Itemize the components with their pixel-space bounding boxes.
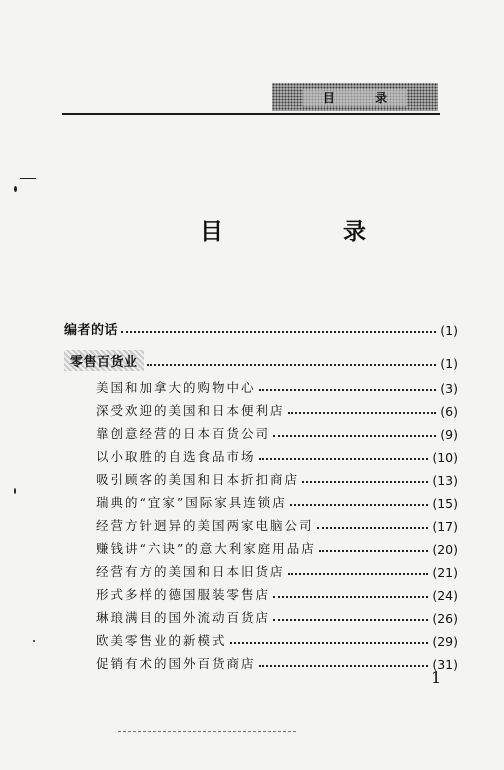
- toc-entry[interactable]: [96, 420, 458, 442]
- page-number: 1: [431, 668, 442, 687]
- toc-entry-page: (21): [432, 565, 458, 580]
- toc-entry-title: 琳琅满目的国外流动百货店: [96, 610, 271, 625]
- toc-entry[interactable]: [96, 558, 458, 580]
- toc-entry-page: (20): [432, 542, 458, 557]
- toc-entry-page: (1): [440, 323, 458, 338]
- toc-entry[interactable]: [96, 489, 458, 511]
- dot-leader: [290, 504, 429, 506]
- toc-entry[interactable]: [96, 512, 458, 534]
- toc-entry-title: 深受欢迎的美国和日本便利店: [96, 403, 285, 418]
- toc-entry-page: (26): [432, 611, 458, 626]
- dot-leader: [259, 665, 429, 667]
- toc-entry-page: (3): [440, 381, 458, 396]
- dot-leader: [273, 435, 436, 437]
- dot-leader: [147, 364, 437, 366]
- dot-leader: [273, 619, 428, 621]
- toc-entry-title: 零售百货业: [64, 350, 144, 371]
- page-title: 目 录: [200, 219, 423, 245]
- toc-entry-preface[interactable]: [64, 316, 458, 338]
- toc-entry-page: (10): [432, 450, 458, 465]
- running-header-text: 目 录: [303, 89, 407, 106]
- toc-entry[interactable]: [96, 443, 458, 465]
- dot-leader: [319, 550, 429, 552]
- scan-artifact-line: [118, 730, 296, 732]
- scan-speck: [14, 488, 16, 494]
- toc-entry[interactable]: [96, 535, 458, 557]
- toc-entry[interactable]: [96, 466, 458, 488]
- dot-leader: [288, 573, 429, 575]
- toc-entry-title: 经营有方的美国和日本旧货店: [96, 564, 285, 579]
- toc-entry-page: (1): [440, 356, 458, 371]
- dot-leader: [288, 412, 437, 414]
- toc-entry-page: (6): [440, 404, 458, 419]
- toc-entry-title: 欧美零售业的新模式: [96, 633, 227, 648]
- toc-entry[interactable]: [96, 604, 458, 626]
- dot-leader: [259, 458, 429, 460]
- toc-entry-title: 以小取胜的自选食品市场: [96, 449, 256, 464]
- scan-speck: [20, 178, 36, 179]
- dot-leader: [259, 389, 437, 391]
- toc-entry-title: 瑞典的“宜家”国际家具连锁店: [96, 495, 287, 510]
- toc-entry-page: (31): [432, 657, 458, 672]
- toc-entry-title: 美国和加拿大的购物中心: [96, 380, 256, 395]
- toc-entry-page: (15): [432, 496, 458, 511]
- toc-entry[interactable]: [96, 627, 458, 649]
- toc-entry-page: (13): [432, 473, 458, 488]
- toc-entry[interactable]: [96, 374, 458, 396]
- scan-speck: [33, 640, 35, 642]
- toc-entry-page: (24): [432, 588, 458, 603]
- toc-entry-title: 经营方针迥异的美国两家电脑公司: [96, 518, 314, 533]
- toc-entry-title: 形式多样的德国服装零售店: [96, 587, 271, 602]
- scan-speck: [14, 186, 17, 192]
- dot-leader: [302, 481, 428, 483]
- toc-entry-title: 吸引顾客的美国和日本折扣商店: [96, 472, 300, 487]
- toc-entry-title: 赚钱讲“六诀”的意大利家庭用品店: [96, 541, 316, 556]
- toc-entry-page: (17): [432, 519, 458, 534]
- toc-entry-title: 靠创意经营的日本百货公司: [96, 426, 271, 441]
- toc-entry-title: 促销有术的国外百货商店: [96, 656, 256, 671]
- toc-entry-chapter[interactable]: [70, 349, 458, 371]
- toc-entry-page: (9): [440, 427, 458, 442]
- toc-entry-page: (29): [432, 634, 458, 649]
- toc-entry[interactable]: [96, 650, 458, 672]
- toc-entry[interactable]: [96, 397, 458, 419]
- toc-entry-title: 编者的话: [64, 323, 119, 338]
- dot-leader: [273, 596, 428, 598]
- dot-leader: [121, 331, 436, 333]
- dot-leader: [230, 642, 429, 644]
- dot-leader: [317, 527, 429, 529]
- toc-entry[interactable]: [96, 581, 458, 603]
